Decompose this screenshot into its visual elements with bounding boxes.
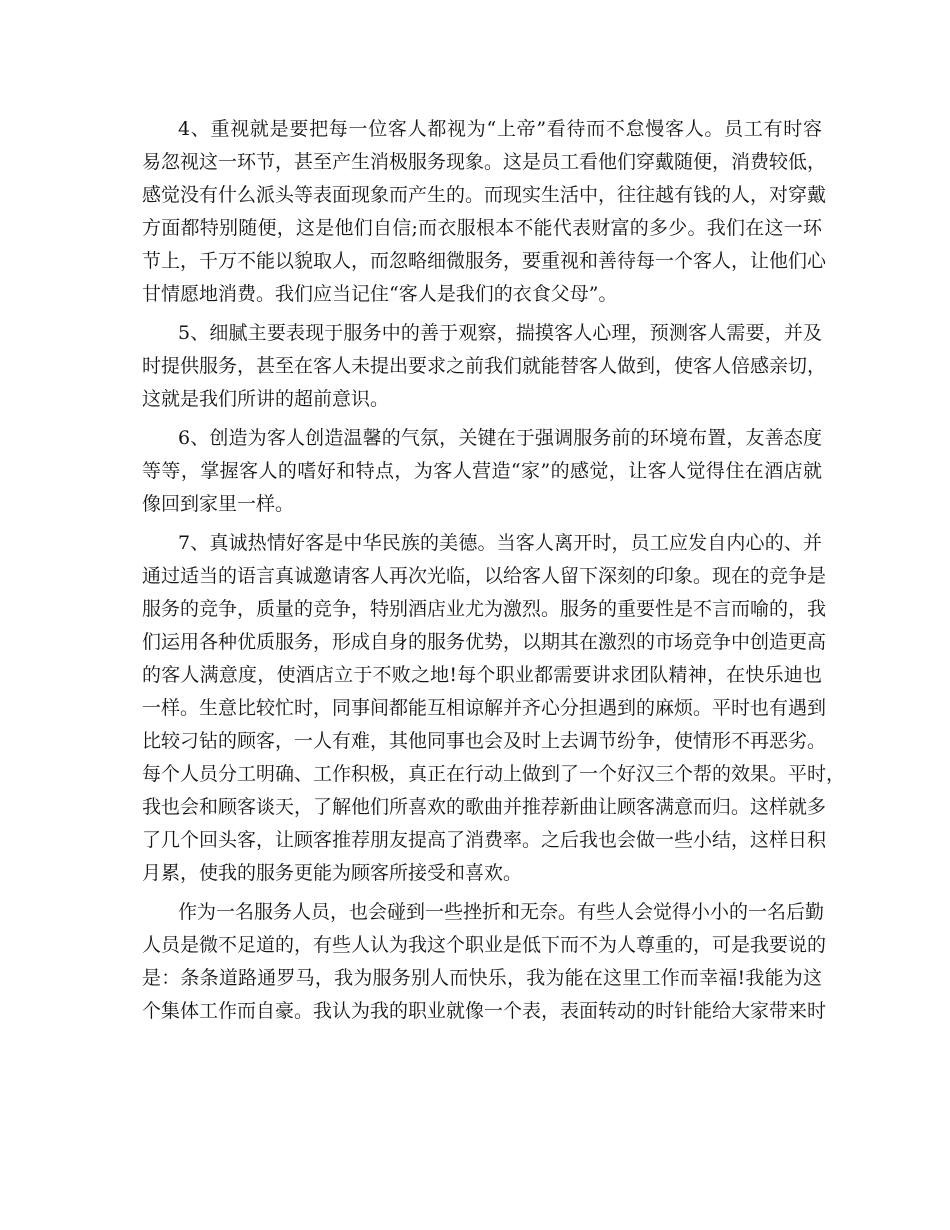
paragraph-6 bbox=[142, 422, 822, 521]
text-line: 服务的竞争，质量的竞争，特别酒店业尤为激烈。服务的重要性是不言而喻的，我 bbox=[142, 598, 827, 620]
text-line: 一样。生意比较忙时，同事间都能互相谅解并齐心分担遇到的麻烦。平时也有遇到 bbox=[142, 697, 827, 719]
paragraph-5 bbox=[142, 317, 827, 416]
text-line: 月累，使我的服务更能为顾客所接受和喜欢。 bbox=[142, 862, 523, 884]
text-line: 易忽视这一环节，甚至产生消极服务现象。这是员工看他们穿戴随便，消费较低， bbox=[142, 151, 827, 173]
text-line: 是：条条道路通罗马，我为服务别人而快乐，我为能在这里工作而幸福!我能为这 bbox=[142, 967, 822, 989]
paragraph-4 bbox=[142, 113, 827, 311]
text-line: 甘情愿地消费。我们应当记住“客人是我们的衣食父母”。 bbox=[142, 283, 618, 305]
paragraph-7 bbox=[142, 527, 846, 890]
text-line: 方面都特别随便，这是他们自信;而衣服根本不能代表财富的多少。我们在这一环 bbox=[142, 217, 822, 239]
paragraph-closing bbox=[142, 896, 827, 1028]
text-line: 我也会和顾客谈天，了解他们所喜欢的歌曲并推荐新曲让顾客满意而归。这样就多 bbox=[142, 796, 827, 818]
text-line: 7、真诚热情好客是中华民族的美德。当客人离开时，员工应发自内心的、并 bbox=[178, 532, 822, 554]
text-line: 人员是微不足道的，有些人认为我这个职业是低下而不为人尊重的，可是我要说的 bbox=[142, 934, 827, 956]
text-line: 时提供服务，甚至在客人未提出要求之前我们就能替客人做到，使客人倍感亲切， bbox=[142, 355, 827, 377]
text-line: 的客人满意度，使酒店立于不败之地!每个职业都需要讲求团队精神，在快乐迪也 bbox=[142, 664, 822, 686]
text-line: 了几个回头客，让顾客推荐朋友提高了消费率。之后我也会做一些小结，这样日积 bbox=[142, 829, 827, 851]
text-line: 比较刁钻的顾客，一人有难，其他同事也会及时上去调节纷争，使情形不再恶劣。 bbox=[142, 730, 827, 752]
text-line: 感觉没有什么派头等表面现象而产生的。而现实生活中，往往越有钱的人，对穿戴 bbox=[142, 184, 827, 206]
text-line: 像回到家里一样。 bbox=[142, 493, 295, 515]
text-line: 个集体工作而自豪。我认为我的职业就像一个表，表面转动的时针能给大家带来时 bbox=[142, 1000, 827, 1022]
text-line: 5、细腻主要表现于服务中的善于观察，揣摸客人心理，预测客人需要，并及 bbox=[178, 322, 822, 344]
text-line: 4、重视就是要把每一位客人都视为“上帝”看待而不怠慢客人。员工有时容 bbox=[178, 118, 822, 140]
text-line: 们运用各种优质服务，形成自身的服务优势，以期其在激烈的市场竞争中创造更高 bbox=[142, 631, 827, 653]
text-line: 通过适当的语言真诚邀请客人再次光临，以给客人留下深刻的印象。现在的竞争是 bbox=[142, 565, 827, 587]
text-line: 每个人员分工明确、工作积极，真正在行动上做到了一个好汉三个帮的效果。平时， bbox=[142, 763, 846, 785]
text-line: 节上，千万不能以貌取人，而忽略细微服务，要重视和善待每一个客人，让他们心 bbox=[142, 250, 827, 272]
text-line: 作为一名服务人员，也会碰到一些挫折和无奈。有些人会觉得小小的一名后勤 bbox=[178, 901, 825, 923]
document-body bbox=[142, 113, 846, 1028]
text-line: 这就是我们所讲的超前意识。 bbox=[142, 388, 390, 410]
text-line: 等等，掌握客人的嗜好和特点，为客人营造“家”的感觉，让客人觉得住在酒店就 bbox=[142, 460, 822, 482]
text-line: 6、创造为客人创造温馨的气氛，关键在于强调服务前的环境布置，友善态度 bbox=[178, 427, 822, 449]
